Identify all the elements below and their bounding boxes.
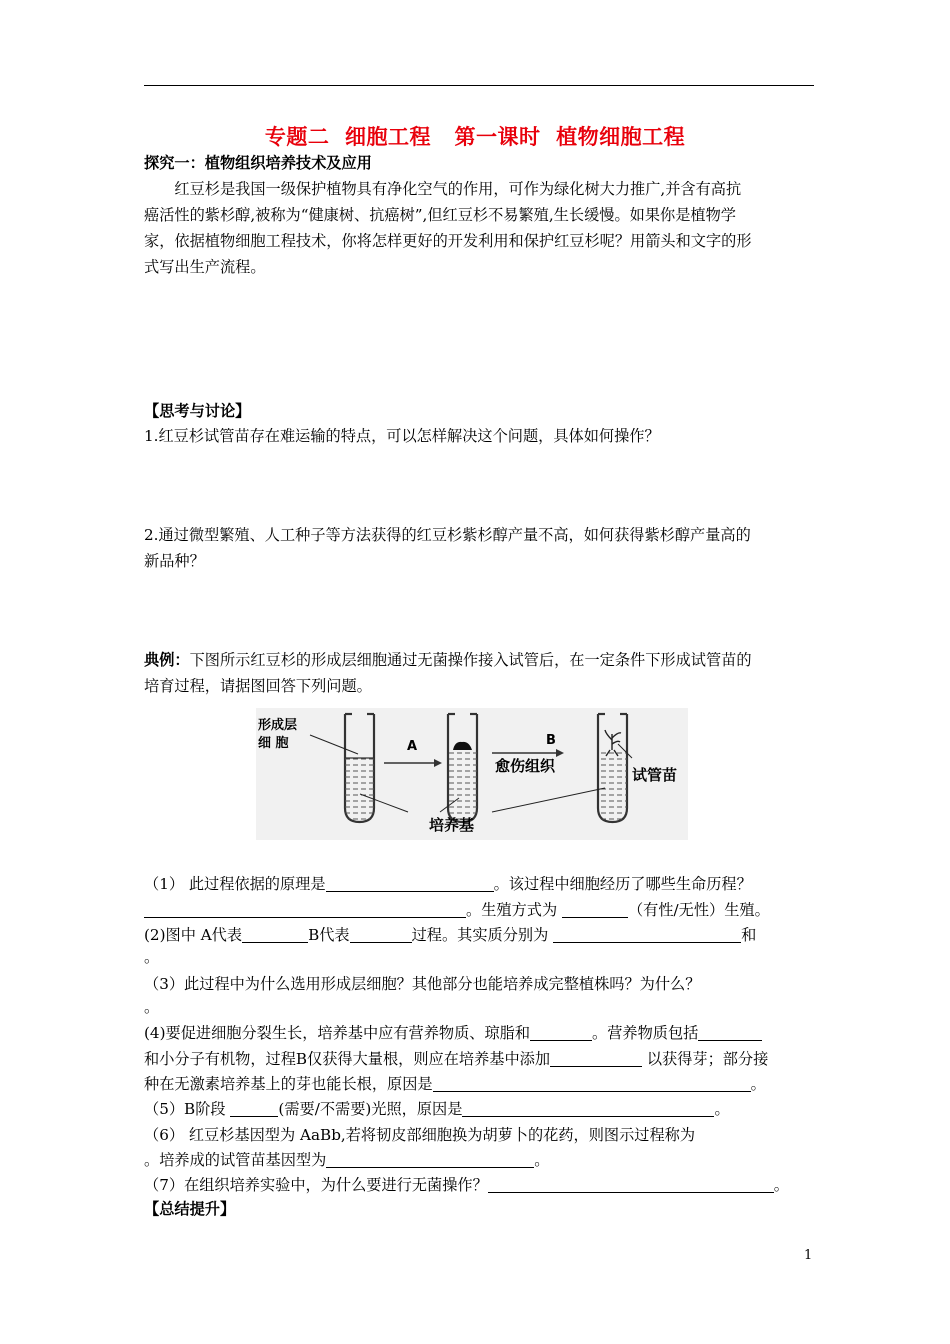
q2-text-b: B代表	[308, 926, 350, 944]
q7-text-a: （7）在组织培养实验中，为什么要进行无菌操作？	[144, 1176, 488, 1194]
q6-text-c: 。	[534, 1151, 550, 1169]
tube-1-medium	[345, 758, 374, 822]
q2-blank-a[interactable]	[242, 926, 308, 943]
q5-blank-reason[interactable]	[462, 1100, 714, 1117]
q1-text-b: 。该过程中细胞经历了哪些生命历程？	[493, 875, 752, 893]
question-1-line-2	[144, 897, 816, 925]
question-3-line-1: （3）此过程中为什么选用形成层细胞？其他部分也能培养成完整植株吗？为什么？	[144, 975, 701, 993]
test-tube-figure	[256, 708, 688, 840]
example-text: 下图所示红豆杉的形成层细胞通过无菌操作接入试管后，在一定条件下形成试管苗的	[189, 651, 752, 669]
q4-text-f: 。	[750, 1075, 766, 1093]
q1-text-a: （1） 此过程依据的原理是	[144, 875, 326, 893]
intro-line-3: 家，依据植物细胞工程技术，你将怎样更好的开发利用和保护红豆杉呢？用箭头和文字的形	[144, 232, 752, 250]
q1-blank-life-processes[interactable]	[144, 901, 466, 918]
q2-blank-essence[interactable]	[553, 926, 741, 943]
medium-label: 培养基	[429, 816, 475, 834]
q1-blank-reproduction[interactable]	[562, 901, 628, 918]
cambium-label-1: 形成层	[258, 718, 298, 733]
tube-2-medium	[448, 750, 477, 822]
q4-blank-reason[interactable]	[433, 1075, 751, 1092]
q2-text-d: 和	[741, 926, 757, 944]
plantlet-label: 试管苗	[632, 766, 678, 784]
question-4-line-3	[144, 1071, 816, 1099]
q4-blank-medium[interactable]	[530, 1024, 592, 1041]
question-3-line-2: 。	[144, 998, 160, 1016]
discussion-heading: 【思考与讨论】	[144, 402, 251, 420]
q4-text-c: 和小分子有机物，过程B仅获得大量根，则应在培养基中添加	[144, 1050, 551, 1068]
question-5	[144, 1096, 816, 1124]
summary-heading: 【总结提升】	[144, 1200, 236, 1218]
q5-text-c: 。	[714, 1100, 730, 1118]
intro-line-1: 红豆杉是我国一级保护植物具有净化空气的作用，可作为绿化树大力推广,并含有高抗	[144, 180, 742, 198]
discussion-question-1: 1.红豆杉试管苗存在难运输的特点，可以怎样解决这个问题，具体如何操作？	[144, 427, 660, 445]
question-4-line-1	[144, 1020, 816, 1048]
q2-text-c: 过程。其实质分别为	[411, 926, 554, 944]
discussion-question-2-line-2: 新品种？	[144, 552, 205, 570]
intro-line-2: 癌活性的紫杉醇,被称为“健康树、抗癌树”,但红豆杉不易繁殖,生长缓慢。如果你是植物学	[144, 206, 736, 224]
question-6-line-2	[144, 1147, 816, 1175]
q5-text-b: (需要/不需要)光照，原因是	[278, 1100, 463, 1118]
q2-blank-b[interactable]	[350, 926, 412, 943]
question-1-line-1	[144, 871, 816, 899]
q1-text-d: （有性/无性）生殖。	[627, 901, 770, 919]
q4-text-b: 。营养物质包括	[592, 1024, 699, 1042]
example-intro-line-2: 培育过程，请据图回答下列问题。	[144, 677, 372, 695]
arrow-b-label: B	[546, 733, 556, 748]
q6-text-b: 。培养成的试管苗基因型为	[144, 1151, 327, 1169]
q7-text-b: 。	[773, 1176, 789, 1194]
example-label: 典例：	[144, 651, 190, 669]
arrow-a-label: A	[407, 739, 418, 754]
section-heading: 探究一：植物组织培养技术及应用	[144, 154, 372, 172]
q5-blank-light[interactable]	[230, 1100, 278, 1117]
q4-blank-hormone[interactable]	[550, 1050, 642, 1067]
q4-text-e: 种在无激素培养基上的芽也能长根，原因是	[144, 1075, 433, 1093]
page-title: 专题二 细胞工程 第一课时 植物细胞工程	[264, 125, 686, 149]
q1-text-c: 。生殖方式为	[466, 901, 562, 919]
discussion-question-2-line-1: 2.通过微型繁殖、人工种子等方法获得的红豆杉紫杉醇产量不高，如何获得紫杉醇产量高的	[144, 526, 751, 544]
q4-blank-nutrients[interactable]	[698, 1024, 762, 1041]
q5-text-a: （5）B阶段	[144, 1100, 231, 1118]
tube-3-medium	[598, 750, 627, 822]
question-6-line-1: （6） 红豆杉基因型为 AaBb,若将韧皮部细胞换为胡萝卜的花药，则图示过程称为	[144, 1126, 696, 1144]
q7-blank-reason[interactable]	[488, 1176, 774, 1193]
q2-text-a: (2)图中 A代表	[144, 926, 243, 944]
example-intro-line-1	[144, 647, 816, 674]
q4-text-a: (4)要促进细胞分裂生长，培养基中应有营养物质、琼脂和	[144, 1024, 531, 1042]
page-number: 1	[804, 1248, 813, 1263]
callus-label: 愈伤组织	[495, 757, 556, 775]
question-4-line-2	[144, 1046, 816, 1074]
header-rule	[144, 85, 814, 86]
q6-blank-genotype[interactable]	[326, 1151, 534, 1168]
q1-blank-principle[interactable]	[326, 875, 494, 892]
q4-text-d: 以获得芽；部分接	[642, 1050, 769, 1068]
question-2-line-2: 。	[144, 948, 160, 966]
cambium-label-2: 细 胞	[258, 736, 289, 751]
intro-line-4: 式写出生产流程。	[144, 258, 266, 276]
